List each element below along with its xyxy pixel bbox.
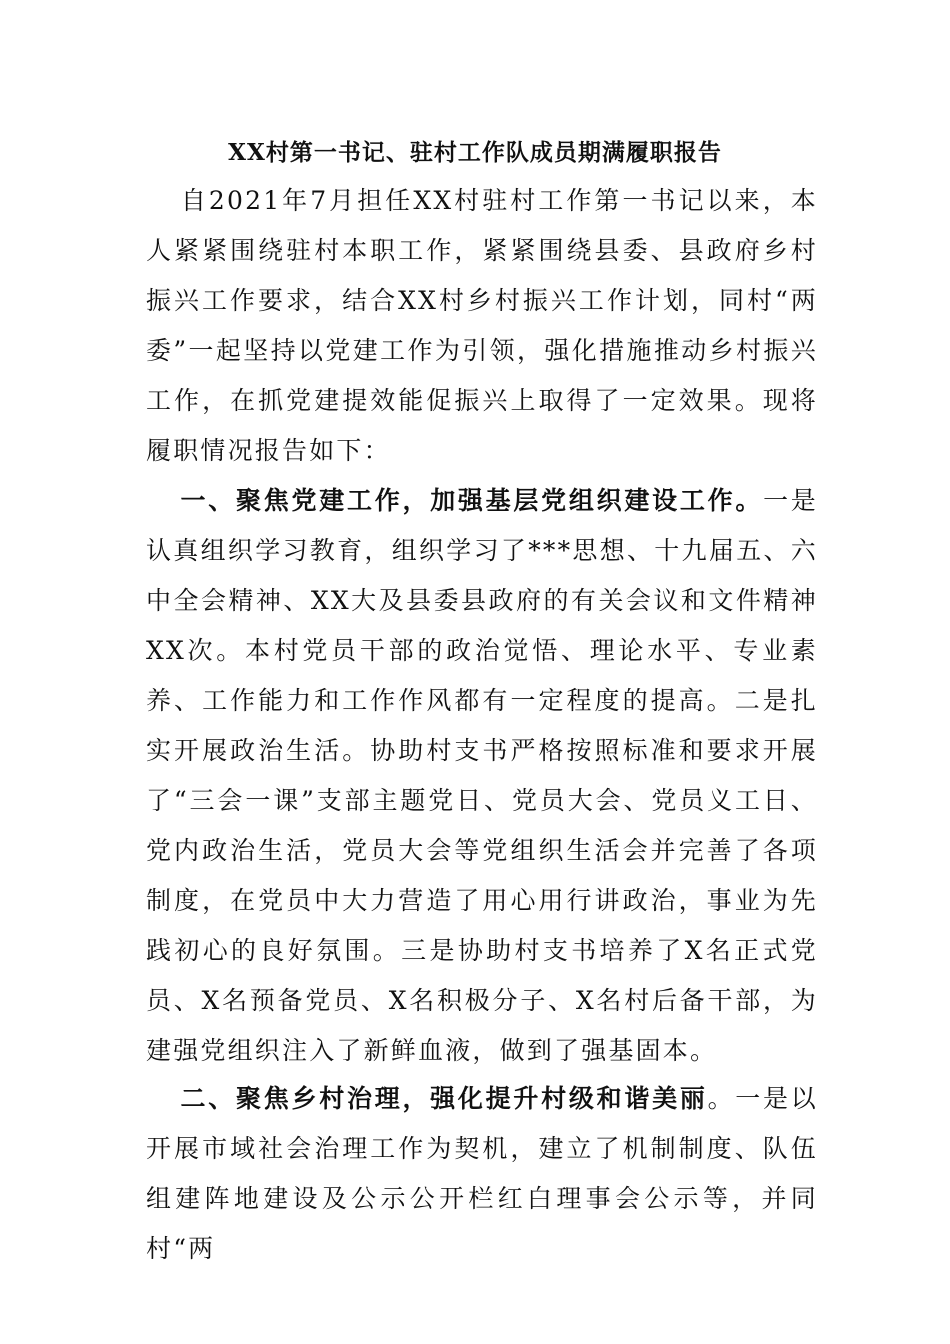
document-title: XX村第一书记、驻村工作队成员期满履职报告 — [228, 139, 722, 166]
section-2-paragraph — [146, 1074, 818, 1274]
section-1-text: 一是认真组织学习教育，组织学习了***思想、十九届五、六中全会精神、XX大及县委县政府的有关会议和文件精神XX次。本村党员干部的政治觉悟、理论水平、专业素养、工作能力和工作作风都有一定程度的提高。二是扎实开展政治生活。协助村支书严格按照标准和要求开展了“三会一课”支部主题党日、党员大会、党员义工日、党内政治生活，党员大会等党组织生活会并完善了各项制度，在党员中大力营造了用心用行讲政治，事业为先践初心的良好氛围。三是协助村支书培养了X名正式党员、X名预备党员、X名积极分子、X名村后备干部，为建强党组织注入了新鲜血液，做到了强基固本。 — [146, 486, 819, 1065]
section-2-heading: 二、聚焦乡村治理，强化提升村级和谐美丽 — [180, 1084, 708, 1113]
intro-text: 自2021年7月担任XX村驻村工作第一书记以来，本人紧紧围绕驻村本职工作，紧紧围绕县委、县政府乡村振兴工作要求，结合XX村乡村振兴工作计划，同村“两委”一起坚持以党建工作为引领，强化措施推动乡村振兴工作，在抓党建提效能促振兴上取得了一定效果。现将履职情况报告如下： — [146, 186, 818, 465]
section-2-text: 。一是以开展市域社会治理工作为契机，建立了机制制度、队伍组建阵地建设及公示公开栏红白理事会公示等，并同村“两 — [146, 1084, 818, 1263]
section-1-paragraph — [146, 476, 818, 1076]
intro-paragraph — [146, 176, 818, 476]
section-1-heading: 一、聚焦党建工作，加强基层党组织建设工作。 — [180, 486, 764, 515]
